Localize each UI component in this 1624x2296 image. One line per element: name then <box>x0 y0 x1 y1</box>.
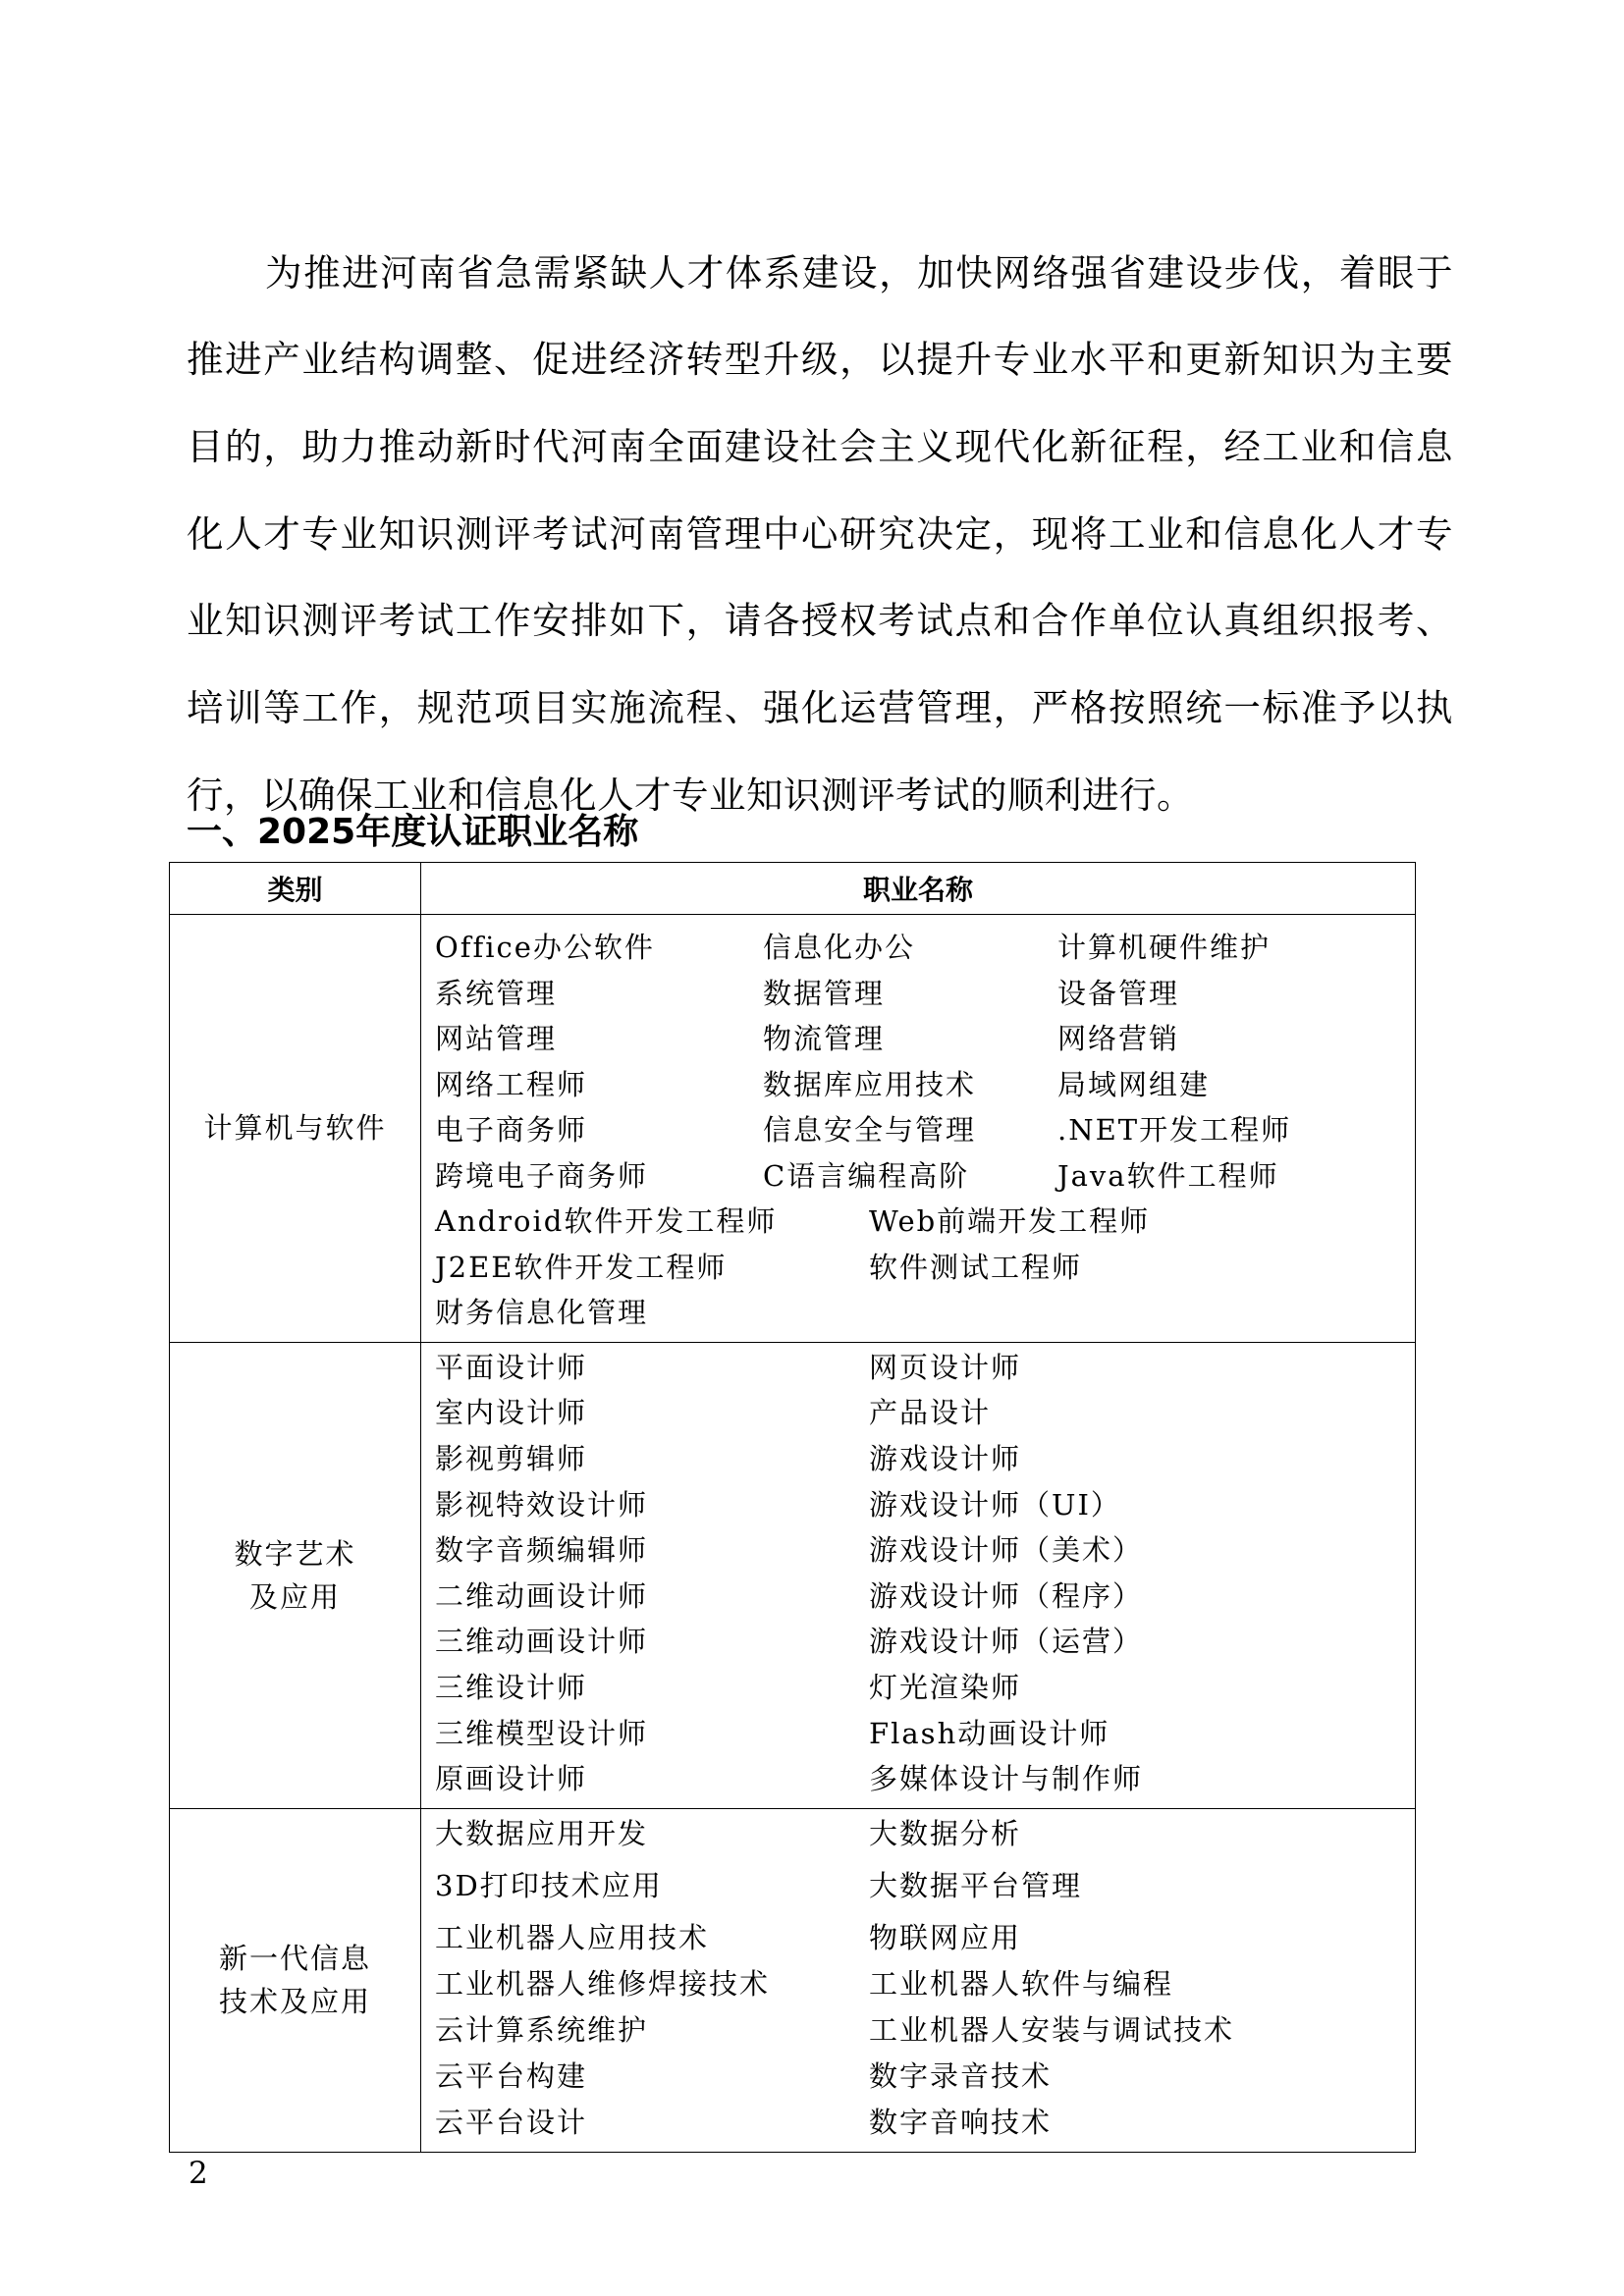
list-item: 软件测试工程师 <box>869 1250 1083 1284</box>
list-item: 云平台设计 <box>435 2105 588 2139</box>
list-item: 工业机器人应用技术 <box>435 1920 710 1954</box>
list-item: Android软件开发工程师 <box>435 1204 778 1238</box>
table-row <box>170 1808 1416 2152</box>
occupation-table <box>169 862 1416 2153</box>
category-label: 及应用 <box>248 1579 341 1614</box>
list-item: 游戏设计师 <box>869 1441 1022 1475</box>
header-occupation-name: 职业名称 <box>421 863 1416 915</box>
list-item: C语言编程高阶 <box>763 1158 970 1193</box>
list-item: 系统管理 <box>435 976 558 1010</box>
list-item: 工业机器人安装与调试技术 <box>869 2012 1235 2047</box>
list-item: J2EE软件开发工程师 <box>435 1250 728 1284</box>
page-number: 2 <box>189 2156 208 2191</box>
list-item: 大数据分析 <box>869 1816 1022 1850</box>
list-item: 数据管理 <box>763 976 886 1010</box>
list-item: 游戏设计师（UI） <box>869 1487 1121 1522</box>
list-item: 网站管理 <box>435 1022 558 1055</box>
list-item: 信息安全与管理 <box>763 1113 977 1147</box>
category-cell <box>170 915 421 1343</box>
header-category: 类别 <box>170 863 421 915</box>
list-item: 三维动画设计师 <box>435 1625 649 1659</box>
list-item: 网页设计师 <box>869 1350 1022 1384</box>
intro-paragraph: 为推进河南省急需紧缺人才体系建设，加快网络强省建设步伐，着眼于推进产业结构调整、促进经济转型升级，以提升专业水平和更新知识为主要目的，助力推动新时代河南全面建设社会主义现代化新征程，经工业和信息化人才专业知识测评考试河南管理中心研究决定，现将工业和信息化人才专业知识测评考试工作安排如下，请各授权考试点和合作单位认真组织报考、培训等工作，规范项目实施流程、强化运营管理，严格按照统一标准予以执行，以确保工业和信息化人才专业知识测评考试的顺利进行。 <box>187 250 1453 817</box>
list-item: 数字录音技术 <box>869 2058 1053 2093</box>
list-item: 游戏设计师（美术） <box>869 1533 1144 1568</box>
list-item: 产品设计 <box>869 1396 992 1430</box>
list-item: 三维设计师 <box>435 1670 588 1704</box>
category-label: 技术及应用 <box>218 1985 371 2019</box>
list-item: 数据库应用技术 <box>763 1067 977 1101</box>
list-item: 工业机器人软件与编程 <box>869 1966 1174 2001</box>
list-item: .NET开发工程师 <box>1057 1113 1292 1147</box>
list-item: 设备管理 <box>1057 976 1180 1010</box>
category-label: 新一代信息 <box>218 1942 371 1976</box>
list-item: 电子商务师 <box>435 1113 588 1147</box>
list-item: 云计算系统维护 <box>435 2012 649 2047</box>
category-cell <box>170 1808 421 2152</box>
list-item: 局域网组建 <box>1057 1067 1211 1101</box>
list-item: 云平台构建 <box>435 2058 588 2093</box>
list-item: 三维模型设计师 <box>435 1716 649 1750</box>
category-cell <box>170 1342 421 1808</box>
list-item: 网络营销 <box>1057 1022 1180 1055</box>
occupation-cell <box>421 1808 1416 2152</box>
list-item: 室内设计师 <box>435 1396 588 1430</box>
list-item: 计算机硬件维护 <box>1057 931 1272 964</box>
occupation-list-two-col <box>421 1199 1415 1342</box>
category-label: 计算机与软件 <box>203 1111 387 1146</box>
list-item: 网络工程师 <box>435 1067 588 1101</box>
category-label: 数字艺术 <box>234 1536 356 1571</box>
list-item: 工业机器人维修焊接技术 <box>435 1966 771 2001</box>
table-row <box>170 1342 1416 1808</box>
occupation-cell <box>421 1342 1416 1808</box>
list-item: Flash动画设计师 <box>869 1716 1110 1750</box>
list-item: 数字音频编辑师 <box>435 1533 649 1568</box>
list-item: 物流管理 <box>763 1022 886 1055</box>
list-item: 数字音响技术 <box>869 2105 1053 2139</box>
list-item: 多媒体设计与制作师 <box>869 1762 1144 1796</box>
list-item: 灯光渲染师 <box>869 1670 1022 1704</box>
list-item: 信息化办公 <box>763 931 916 964</box>
table-header-row <box>170 863 1416 915</box>
occupation-cell <box>421 915 1416 1343</box>
occupation-list <box>421 1809 1415 2152</box>
occupation-list <box>421 1343 1415 1808</box>
list-item: Java软件工程师 <box>1057 1158 1279 1193</box>
list-item: 游戏设计师（运营） <box>869 1625 1144 1659</box>
list-item: 物联网应用 <box>869 1920 1022 1954</box>
list-item: 二维动画设计师 <box>435 1578 649 1613</box>
table-row <box>170 915 1416 1343</box>
list-item: 影视剪辑师 <box>435 1441 588 1475</box>
list-item: 游戏设计师（程序） <box>869 1578 1144 1613</box>
list-item: 大数据平台管理 <box>869 1868 1083 1902</box>
list-item: 财务信息化管理 <box>435 1296 649 1330</box>
list-item: 大数据应用开发 <box>435 1816 649 1850</box>
list-item: 3D打印技术应用 <box>435 1868 663 1902</box>
list-item: Web前端开发工程师 <box>869 1204 1151 1238</box>
list-item: 平面设计师 <box>435 1350 588 1384</box>
occupation-list <box>421 915 1415 1199</box>
list-item: 跨境电子商务师 <box>435 1158 649 1193</box>
section-heading: 一、2025年度认证职业名称 <box>187 812 639 852</box>
list-item: 原画设计师 <box>435 1762 588 1796</box>
list-item: 影视特效设计师 <box>435 1487 649 1522</box>
list-item: Office办公软件 <box>435 931 655 964</box>
